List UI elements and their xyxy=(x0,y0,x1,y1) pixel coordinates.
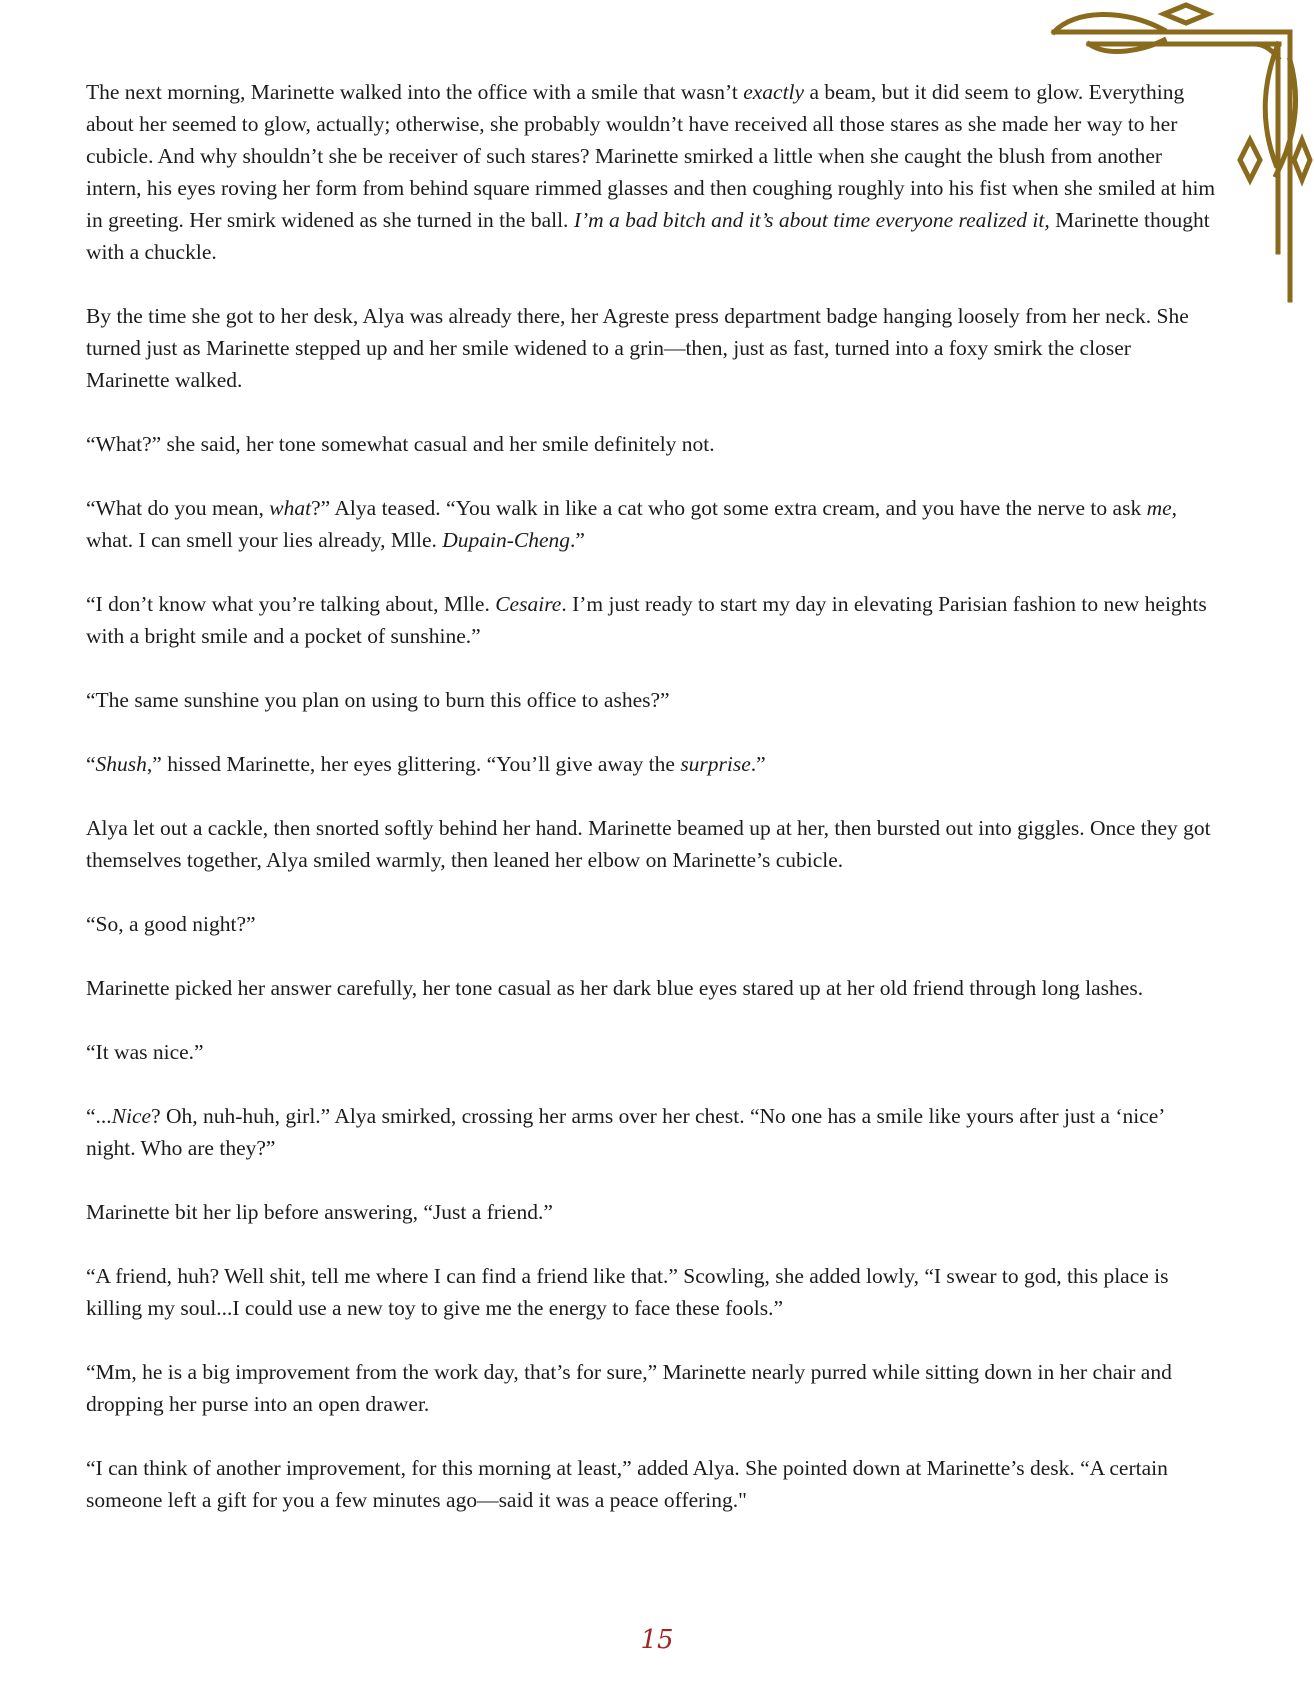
text-run: “What?” she said, her tone somewhat casual and her smile definitely not. xyxy=(86,432,715,456)
story-body xyxy=(86,76,1216,1548)
italic-text-run: what xyxy=(269,496,312,520)
story-paragraph xyxy=(86,748,1216,780)
text-run: By the time she got to her desk, Alya was already there, her Agreste press department badge hanging loosely from her neck. She turned just as Marinette stepped up and her smile widened to a grin—then, just as fast, turned into a foxy smirk the closer Marinette walked. xyxy=(86,304,1189,392)
text-run: .” xyxy=(750,752,766,776)
text-run: “So, a good night?” xyxy=(86,912,256,936)
text-run: .” xyxy=(570,528,585,552)
italic-text-run: Cesaire xyxy=(495,592,562,616)
text-run: Marinette picked her answer carefully, her tone casual as her dark blue eyes stared up at her old friend through long lashes. xyxy=(86,976,1144,1000)
story-paragraph xyxy=(86,76,1216,268)
text-run: “It was nice.” xyxy=(86,1040,204,1064)
page-number: 15 xyxy=(640,1625,674,1655)
text-run: . I’m just ready to start my day in elevating Parisian fashion to new heights with a bright smile and a pocket of sunshine.” xyxy=(86,592,1207,648)
story-paragraph xyxy=(86,684,1216,716)
story-paragraph xyxy=(86,1260,1216,1324)
text-run: ,” hissed Marinette, her eyes glittering. “You’ll give away the xyxy=(146,752,681,776)
story-paragraph xyxy=(86,588,1216,652)
text-run: ? Oh, nuh-huh, girl.” Alya smirked, crossing her arms over her chest. “No one has a smile like yours after just a ‘nice’ night. Who are they?” xyxy=(86,1104,1164,1160)
story-paragraph xyxy=(86,1196,1216,1228)
text-run: “The same sunshine you plan on using to burn this office to ashes?” xyxy=(86,688,670,712)
text-run: “... xyxy=(86,1104,112,1128)
text-run: The next morning, Marinette walked into the office with a smile that wasn’t xyxy=(86,80,744,104)
text-run: “ xyxy=(86,752,96,776)
story-paragraph xyxy=(86,492,1216,556)
story-paragraph xyxy=(86,1356,1216,1420)
text-run: “Mm, he is a big improvement from the work day, that’s for sure,” Marinette nearly purred while sitting down in her chair and dropping her purse into an open drawer. xyxy=(86,1360,1172,1416)
text-run: “What do you mean, xyxy=(86,496,270,520)
story-paragraph xyxy=(86,1036,1216,1068)
text-run: ?” Alya teased. “You walk in like a cat who got some extra cream, and you have the nerve to ask xyxy=(311,496,1147,520)
italic-text-run: Nice xyxy=(111,1104,152,1128)
story-paragraph xyxy=(86,428,1216,460)
italic-text-run: surprise xyxy=(680,752,751,776)
italic-text-run: Dupain-Cheng xyxy=(442,528,571,552)
text-run: Marinette thought with a chuckle. xyxy=(86,208,1210,264)
text-run: “I don’t know what you’re talking about, Mlle. xyxy=(86,592,496,616)
story-paragraph xyxy=(86,300,1216,396)
text-run: Alya let out a cackle, then snorted softly behind her hand. Marinette beamed up at her, then bursted out into giggles. Once they got themselves together, Alya smiled warmly, then leaned her elbow on Marinette’s cubicle. xyxy=(86,816,1211,872)
italic-text-run: me xyxy=(1146,496,1172,520)
story-paragraph xyxy=(86,972,1216,1004)
text-run: a beam, but it did seem to glow. Everything about her seemed to glow, actually; otherwise, she probably wouldn’t have received all those stares as she made her way to her cubicle. And why shouldn’t she be receiver of such stares? Marinette smirked a little when she caught the blush from another intern, his eyes roving her form from behind square rimmed glasses and then coughing roughly into his fist when she smiled at him in greeting. Her smirk widened as she turned in the ball. xyxy=(86,80,1216,232)
story-paragraph xyxy=(86,908,1216,940)
text-run: “A friend, huh? Well shit, tell me where I can find a friend like that.” Scowling, she added lowly, “I swear to god, this place is killing my soul...I could use a new toy to give me the energy to face these fools.” xyxy=(86,1264,1169,1320)
italic-text-run: I’m a bad bitch and it’s about time everyone realized it, xyxy=(573,208,1050,232)
text-run: “I can think of another improvement, for this morning at least,” added Alya. She pointed down at Marinette’s desk. “A certain someone left a gift for you a few minutes ago—said it was a peace offering." xyxy=(86,1456,1168,1512)
italic-text-run: exactly xyxy=(743,80,805,104)
story-paragraph xyxy=(86,1100,1216,1164)
text-run: , what. I can smell your lies already, Mlle. xyxy=(86,496,1178,552)
story-paragraph xyxy=(86,1452,1216,1516)
text-run: Marinette bit her lip before answering, “Just a friend.” xyxy=(86,1200,553,1224)
story-paragraph xyxy=(86,812,1216,876)
italic-text-run: Shush xyxy=(95,752,147,776)
